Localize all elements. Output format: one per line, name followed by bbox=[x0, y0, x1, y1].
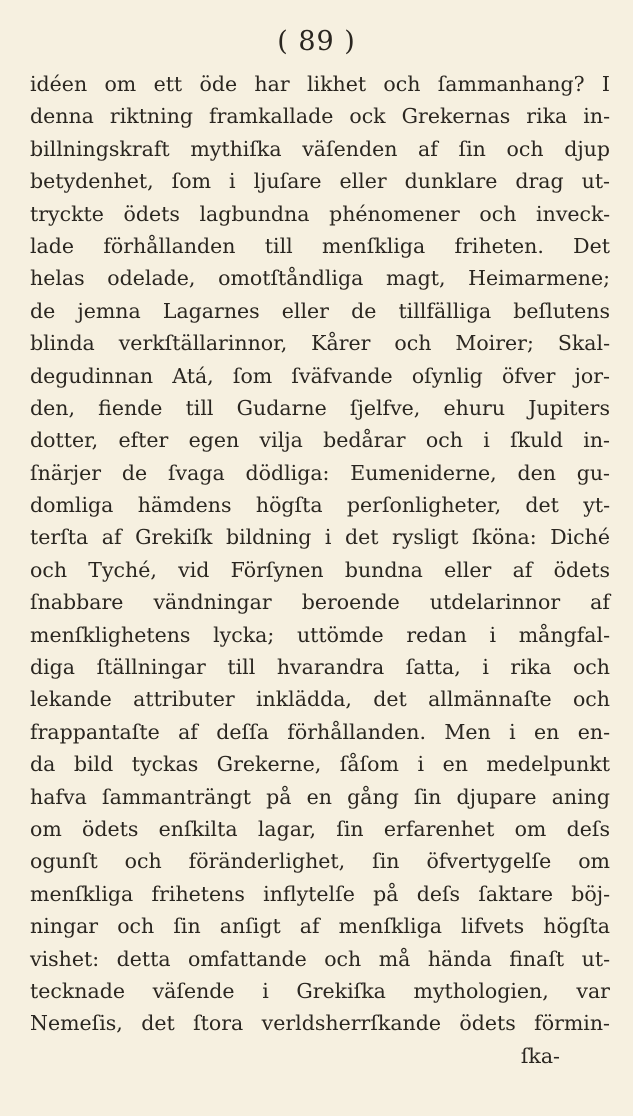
text-line: ſnabbare vändningar beroende utdelarinnor af bbox=[30, 590, 610, 615]
text-line: menſkliga frihetens inflytelſe på deſs ſaktare böj- bbox=[30, 881, 610, 906]
text-line: tecknade väſende i Grekiſka mythologien, var bbox=[30, 978, 610, 1003]
text-line: degudinnan Atá, ſom ſväfvande oſynlig öfver jor- bbox=[30, 363, 610, 388]
text-line: helas odelade, omotſtåndliga magt, Heimarmene; bbox=[30, 266, 610, 291]
text-line: ningar och ſin anſigt af menſkliga lifvets högſta bbox=[30, 914, 610, 939]
text-line: menſklighetens lycka; uttömde redan i mångfal- bbox=[30, 622, 610, 647]
text-line: lade förhållanden till menſkliga friheten. Det bbox=[30, 233, 610, 258]
text-line: denna riktning framkallade ock Grekernas rika in- bbox=[30, 104, 610, 129]
text-line: betydenhet, ſom i ljuſare eller dunklare drag ut- bbox=[30, 169, 610, 194]
text-line: ogunſt och föränderlighet, ſin öfvertygelſe om bbox=[30, 849, 610, 874]
body-text bbox=[30, 68, 610, 1072]
text-line: de jemna Lagarnes eller de tillfälliga beſlutens bbox=[30, 298, 610, 323]
text-line: diga ſtällningar till hvarandra ſatta, i rika och bbox=[30, 655, 610, 680]
text-line: dotter, efter egen vilja bedårar och i ſkuld in- bbox=[30, 428, 610, 453]
text-line: da bild tyckas Grekerne, ſåſom i en medelpunkt bbox=[30, 752, 610, 777]
text-line: billningskraft mythiſka väſenden af ſin och djup bbox=[30, 136, 610, 161]
text-line: om ödets enſkilta lagar, ſin erfarenhet om deſs bbox=[30, 816, 610, 841]
text-line: vishet: detta omfattande och må hända finaſt ut- bbox=[30, 946, 610, 971]
text-line: Nemeſis, det ſtora verldsherrſkande ödets förmin- bbox=[30, 1011, 610, 1036]
text-line: lekande attributer inklädda, det allmännaſte och bbox=[30, 687, 610, 712]
text-line: den, fiende till Gudarne ſjelfve, ehuru Jupiters bbox=[30, 395, 610, 420]
text-line: idéen om ett öde har likhet och ſammanhang? I bbox=[30, 72, 610, 96]
text-line: och Tyché, vid Förſynen bundna eller af ödets bbox=[30, 557, 610, 582]
text-line: domliga hämdens högſta perſonligheter, det yt- bbox=[30, 493, 610, 518]
text-line: frappantaſte af deſſa förhållanden. Men i en en- bbox=[30, 719, 610, 744]
page-number: ( 89 ) bbox=[277, 26, 356, 57]
text-line: terſta af Grekiſk bildning i det rysligt ſköna: Diché bbox=[30, 525, 610, 550]
catchword: ſka- bbox=[520, 1043, 560, 1068]
text-line: hafva ſammanträngt på en gång ſin djupare aning bbox=[30, 784, 610, 809]
text-line: ſnärjer de ſvaga dödliga: Eumeniderne, den gu- bbox=[30, 460, 610, 485]
text-line: tryckte ödets lagbundna phénomener och inveck- bbox=[30, 201, 610, 226]
text-line: blinda verkſtällarinnor, Kårer och Moirer; Skal- bbox=[30, 331, 610, 356]
